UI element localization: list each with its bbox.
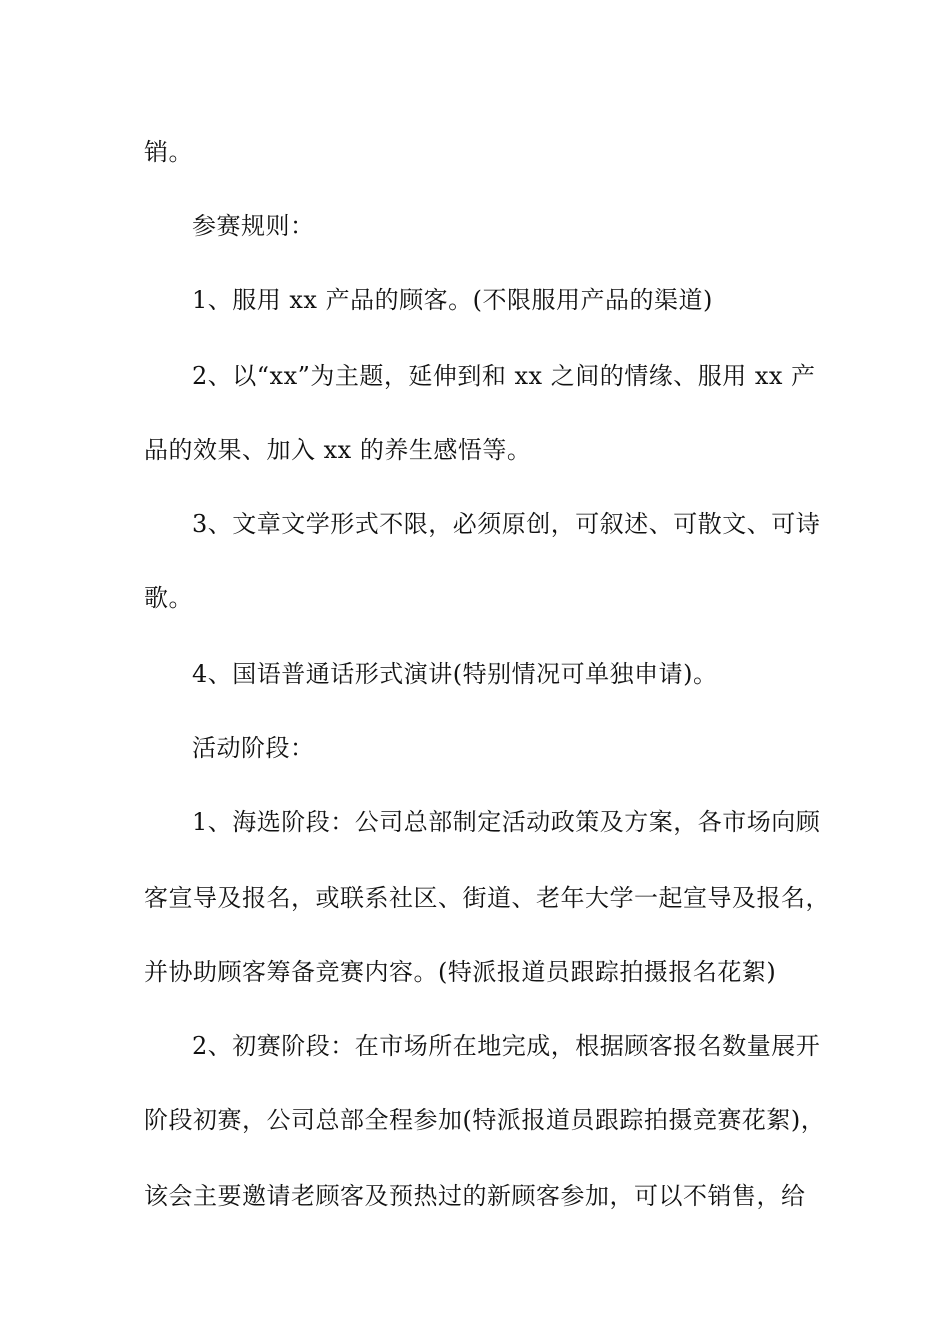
stage-item-1-continued-2: 并协助顾客筹备竞赛内容。(特派报道员跟踪拍摄报名花絮) — [144, 958, 777, 986]
stage-item-1-continued: 客宣导及报名，或联系社区、街道、老年大学一起宣导及报名， — [144, 884, 830, 912]
stage-item-1: 1、海选阶段：公司总部制定活动政策及方案，各市场向顾 — [192, 808, 821, 836]
rule-item-1: 1、服用 xx 产品的顾客。(不限服用产品的渠道) — [192, 286, 713, 314]
section-heading-rules: 参赛规则： — [192, 212, 315, 240]
rule-item-4: 4、国语普通话形式演讲(特别情况可单独申请)。 — [192, 660, 718, 688]
section-heading-stages: 活动阶段： — [192, 734, 315, 762]
stage-item-2: 2、初赛阶段：在市场所在地完成，根据顾客报名数量展开 — [192, 1032, 821, 1060]
text-line-continuation: 销。 — [144, 138, 193, 166]
stage-item-2-continued-2: 该会主要邀请老顾客及预热过的新顾客参加，可以不销售，给 — [144, 1182, 806, 1210]
stage-item-2-continued: 阶段初赛，公司总部全程参加(特派报道员跟踪拍摄竞赛花絮)， — [144, 1106, 826, 1134]
rule-item-3-continued: 歌。 — [144, 584, 193, 612]
rule-item-2: 2、以“xx”为主题，延伸到和 xx 之间的情缘、服用 xx 产 — [192, 362, 816, 390]
rule-item-2-continued: 品的效果、加入 xx 的养生感悟等。 — [144, 436, 532, 464]
rule-item-3: 3、文章文学形式不限，必须原创，可叙述、可散文、可诗 — [192, 510, 821, 538]
